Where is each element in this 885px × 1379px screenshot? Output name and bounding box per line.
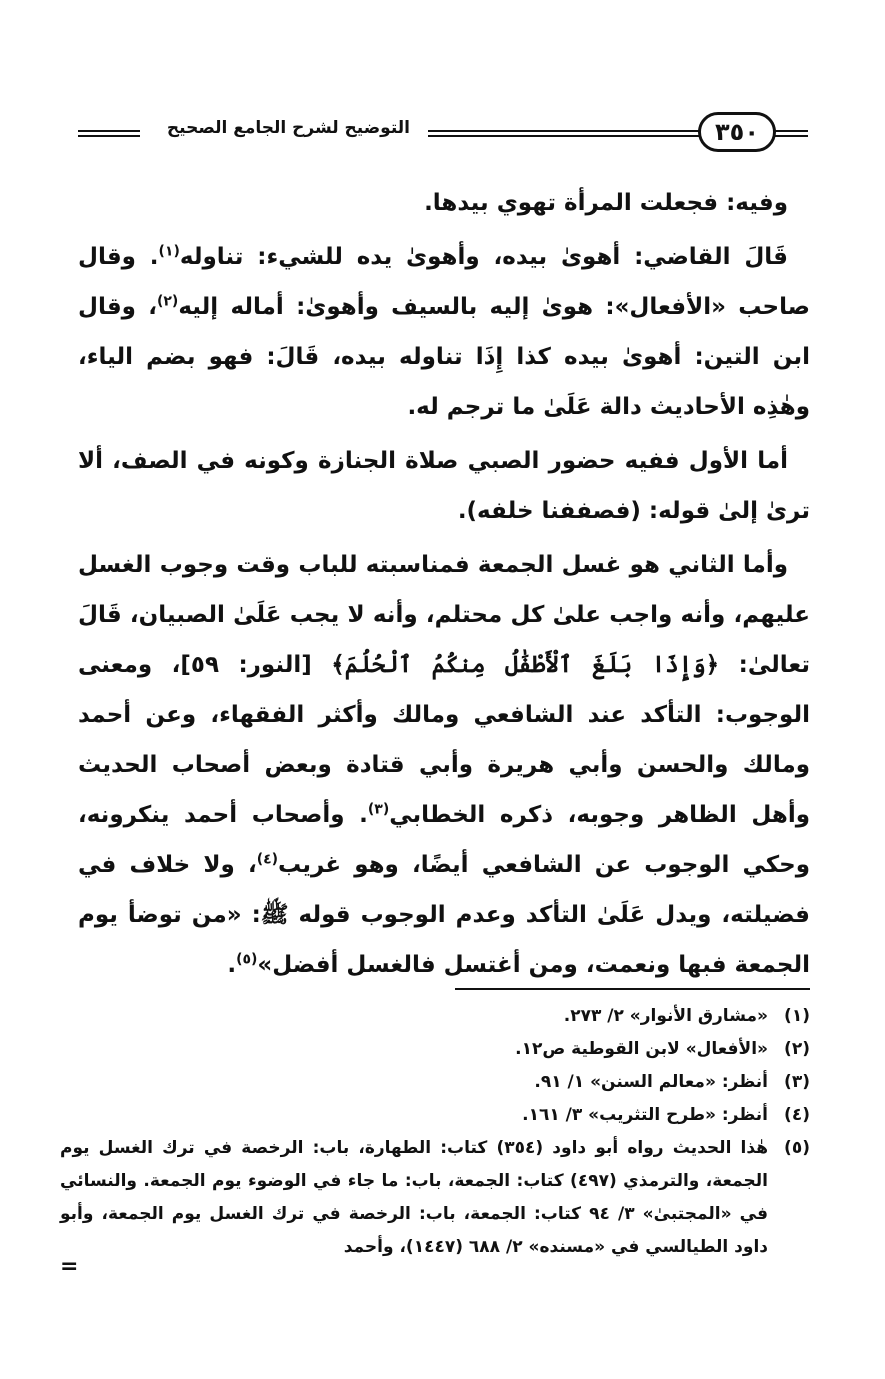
main-text <box>78 178 810 990</box>
footnotes <box>60 1000 810 1264</box>
footnote-number: (٢) <box>784 1039 810 1059</box>
footnote-ref-3: (٣) <box>367 801 390 818</box>
footnote-3 <box>60 1066 810 1099</box>
paragraph-4-text-b: [النور: ٥٩]، ومعنى الوجوب: التأكد عند الشافعي ومالك وأكثر الفقهاء، وعن أحمد ومالك والحسن وأبي هريرة وأبي قتادة وبعض أصحاب الحديث وأهل الظاهر وجوبه، ذكره الخطابي <box>78 652 810 828</box>
footnote-number: (١) <box>784 1006 810 1026</box>
footnote-separator <box>455 988 810 990</box>
header-rule-left <box>78 130 140 137</box>
page-number: ٣٥٠ <box>698 112 776 152</box>
footnote-text: «مشارق الأنوار» ٢/ ٢٧٣. <box>563 1006 768 1026</box>
footnote-text: هٰذا الحديث رواه أبو داود (٣٥٤) كتاب: الطهارة، باب: الرخصة في ترك الغسل يوم الجمعة، والترمذي (٤٩٧) كتاب: الجمعة، باب: ما جاء في الوضوء يوم الجمعة. والنسائي في «المجتبىٰ» ٣/ ٩٤ كتاب: الجمعة، باب: الرخصة في ترك الغسل يوم الجمعة، وأبو داود الطيالسي في «مسنده» ٢/ ٦٨٨ (١٤٤٧)، وأحمد <box>60 1138 768 1257</box>
footnote-text: «الأفعال» لابن القوطية ص١٢. <box>515 1039 768 1059</box>
footnote-1 <box>60 1000 810 1033</box>
paragraph-1 <box>78 178 810 228</box>
paragraph-2-text: قَالَ القاضي: أهوىٰ بيده، وأهوىٰ يده للشيء: تناوله <box>179 244 788 270</box>
footnote-text: أنظر: «طرح التثريب» ٣/ ١٦١. <box>522 1105 768 1125</box>
footnote-ref-2: (٢) <box>156 293 179 310</box>
paragraph-4-text-c: . وأصحاب أحمد ينكرونه، وحكي الوجوب عن الشافعي أيضًا، وهو غريب <box>78 802 810 878</box>
header-rule-middle <box>428 130 700 137</box>
running-head-title: التوضيح لشرح الجامع الصحيح <box>166 118 410 138</box>
page-header <box>78 112 808 158</box>
paragraph-3-text: أما الأول ففيه حضور الصبي صلاة الجنازة وكونه في الصف، ألا ترىٰ إلىٰ قوله: (فصففنا خلفه). <box>78 448 810 524</box>
paragraph-2-text-b: . وقال صاحب «الأفعال»: هوىٰ إليه بالسيف وأهوىٰ: أماله إليه <box>78 244 810 320</box>
footnote-ref-1: (١) <box>158 243 180 260</box>
footnote-text: أنظر: «معالم السنن» ١/ ٩١. <box>534 1072 768 1092</box>
header-rule-right <box>774 130 808 137</box>
footnote-ref-5: (٥) <box>236 951 258 968</box>
quran-verse: ﴿وَإِذَا بَلَغَ ٱلْأَطْفَٰلُ مِنكُمُ ٱلْحُلُمَ﴾ <box>331 651 720 678</box>
paragraph-4-end: . <box>227 952 237 978</box>
continuation-mark: = <box>60 1254 79 1279</box>
paragraph-4 <box>78 540 810 990</box>
paragraph-2 <box>78 232 810 432</box>
footnote-number: (٤) <box>784 1105 810 1125</box>
footnote-number: (٥) <box>784 1138 810 1158</box>
footnote-5 <box>60 1132 810 1264</box>
footnote-ref-4: (٤) <box>256 851 279 868</box>
paragraph-3 <box>78 436 810 536</box>
paragraph-1-text: وفيه: فجعلت المرأة تهوي بيدها. <box>424 190 788 216</box>
paragraph-2-text-c: ، وقال ابن التين: أهوىٰ بيده كذا إِذَا تناوله بيده، قَالَ: فهو بضم الياء، وهٰذِه الأحاديث دالة عَلَىٰ ما ترجم له. <box>78 294 810 420</box>
paragraph-4-text: وأما الثاني هو غسل الجمعة فمناسبته للباب وقت وجوب الغسل عليهم، وأنه واجب علىٰ كل محتلم، وأنه لا يجب عَلَىٰ الصبيان، قَالَ تعالىٰ: <box>78 552 810 678</box>
paragraph-4-text-d: ، ولا خلاف في فضيلته، ويدل عَلَىٰ التأكد وعدم الوجوب قوله ﷺ: «من توضأ يوم الجمعة فبها ونعمت، ومن أغتسل فالغسل أفضل» <box>78 852 810 978</box>
footnote-4 <box>60 1099 810 1132</box>
footnote-number: (٣) <box>784 1072 810 1092</box>
footnote-2 <box>60 1033 810 1066</box>
